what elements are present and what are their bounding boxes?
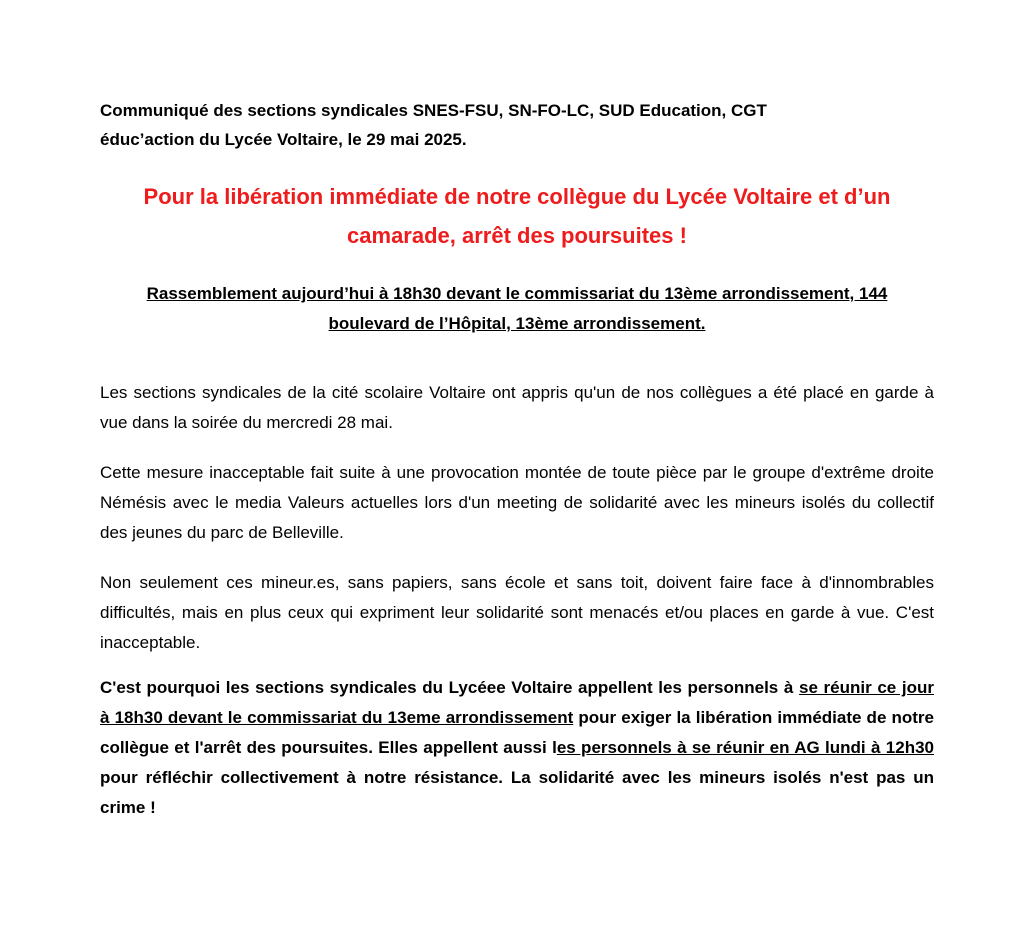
p4-text-3: pour réfléchir collectivement à notre résistance. La solidarité avec les mineurs isolés n'est pas un crime ! [100, 768, 934, 817]
paragraph-4-call-to-action [100, 673, 934, 823]
paragraph-1: Les sections syndicales de la cité scolaire Voltaire ont appris qu'un de nos collègues a été placé en garde à vue dans la soirée du mercredi 28 mai. [100, 383, 934, 432]
paragraph-2: Cette mesure inacceptable fait suite à une provocation montée de toute pièce par le groupe d'extrême droite Némésis avec le media Valeurs actuelles lors d'un meeting de solidarité avec les mineurs isolés du collectif des jeunes du parc de Belleville. [100, 463, 934, 542]
document-page [100, 96, 934, 823]
subtitle-line-1: Rassemblement aujourd’hui à 18h30 devant le commissariat du 13ème arrondissement, 144 [146, 284, 888, 303]
p4-text-2: pour exiger la libération immédiate de notre collègue et l'arrêt des poursuites. Elles appellent aussi l [100, 708, 935, 757]
document-title [100, 177, 934, 255]
p4-text-1: C'est pourquoi les sections syndicales du Lycéee Voltaire appellent les personnels à [100, 678, 799, 697]
paragraph-3: Non seulement ces mineur.es, sans papiers, sans école et sans toit, doivent faire face à d'innombrables difficultés, mais en plus ceux qui expriment leur solidarité sont menacés et/ou places en garde à vue. C'est inacceptable. [100, 573, 934, 652]
p4-gathering-underlined: se réunir ce jour à 18h30 devant le commissariat du 13eme arrondissement [100, 678, 934, 727]
header-line-2: éduc’action du Lycée Voltaire, le 29 mai 2025. [100, 130, 467, 149]
rally-announcement [100, 279, 934, 339]
p4-general-assembly-underlined: es personnels à se réunir en AG lundi à 12h30 [556, 738, 934, 757]
title-line-2: camarade, arrêt des poursuites ! [347, 223, 687, 248]
title-line-1: Pour la libération immédiate de notre collègue du Lycée Voltaire et d’un [143, 184, 891, 209]
header-line-1: Communiqué des sections syndicales SNES-FSU, SN-FO-LC, SUD Education, CGT [100, 101, 767, 120]
subtitle-line-2: boulevard de l’Hôpital, 13ème arrondissement. [328, 314, 706, 333]
document-header [100, 96, 934, 154]
